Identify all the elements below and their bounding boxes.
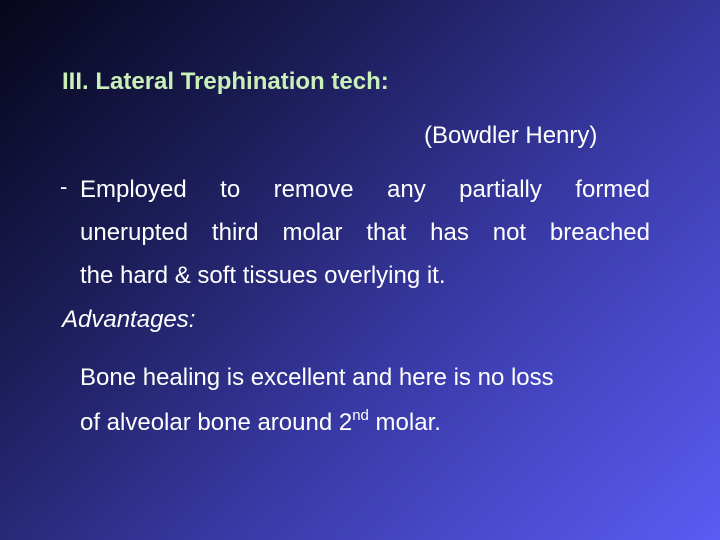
- advantages-line-1: Bone healing is excellent and here is no loss: [80, 364, 554, 391]
- advantages-paragraph: [80, 355, 554, 445]
- bullet-paragraph: [80, 168, 650, 297]
- advantages-line-2-text: of alveolar bone around 2: [80, 409, 353, 436]
- slide-title: III. Lateral Trephination tech:: [62, 68, 389, 95]
- bullet-marker: -: [60, 174, 68, 199]
- bullet-line-2: unerupted third molar that has not breached: [80, 219, 650, 246]
- ordinal-superscript: nd: [352, 407, 369, 424]
- bullet-line-3: the hard & soft tissues overlying it.: [80, 262, 446, 289]
- bullet-line-1: Employed to remove any partially formed: [80, 176, 650, 203]
- advantages-heading: Advantages:: [62, 306, 196, 333]
- slide-subtitle: (Bowdler Henry): [424, 122, 598, 149]
- advantages-line-2-end: molar.: [368, 409, 441, 436]
- advantages-line-2: [80, 400, 554, 445]
